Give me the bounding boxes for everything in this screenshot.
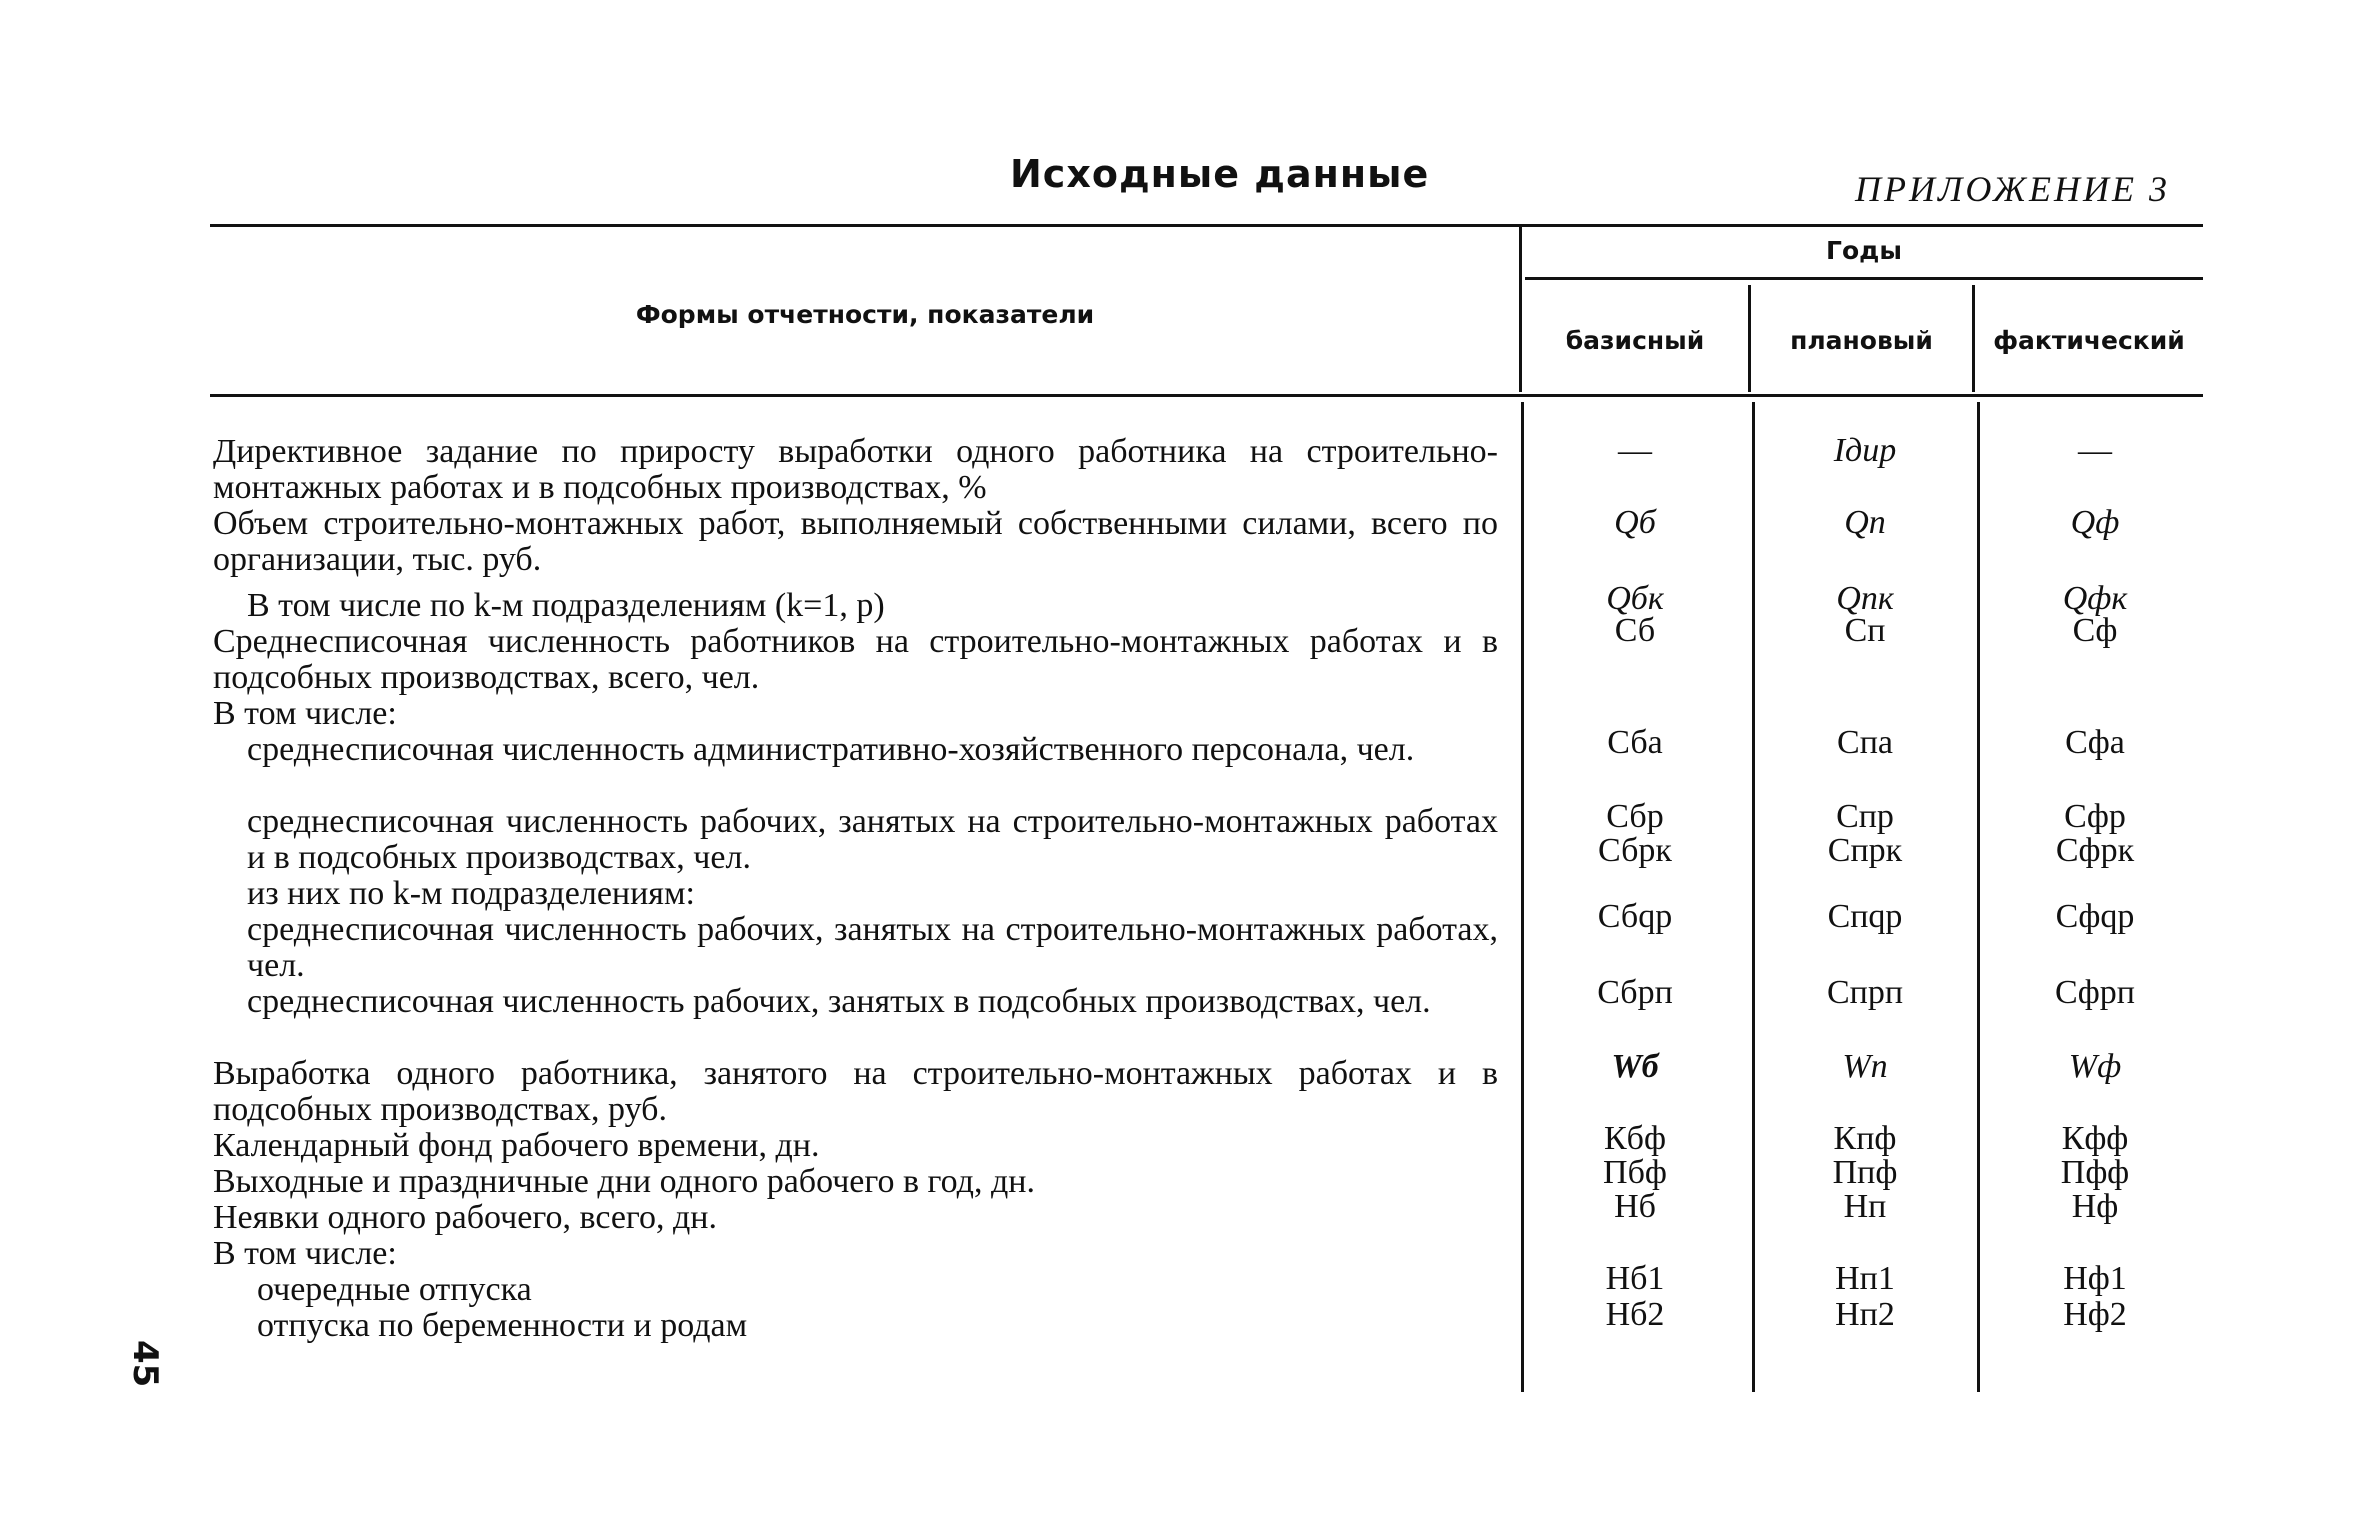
cell-plan: Iдир — [1833, 432, 1897, 469]
cell-fact: Сфр — [2064, 798, 2126, 835]
cell-base: Нб — [1614, 1188, 1656, 1225]
cell-plan: Нп — [1843, 1188, 1887, 1225]
years-rule — [1525, 277, 2203, 280]
row-label: из них по k-м подразделениям: — [247, 875, 695, 912]
table-top-rule — [210, 224, 2203, 227]
row-label: В том числе по k-м подразделениям (k=1, p) — [247, 587, 885, 624]
appendix-label: ПРИЛОЖЕНИЕ 3 — [1855, 169, 2170, 209]
cell-plan: Сп — [1844, 612, 1886, 649]
cell-base: Сбqр — [1597, 898, 1673, 935]
row-label: Выходные и праздничные дни одного рабочего в год, дн. — [213, 1163, 1035, 1200]
cell-fact: — — [2078, 432, 2112, 469]
header-bottom-rule — [210, 394, 2203, 397]
cell-base: Кбф — [1603, 1120, 1666, 1157]
column-header-years: Годы — [1826, 236, 1902, 265]
cell-plan: Нп1 — [1835, 1260, 1895, 1297]
cell-fact: Пфф — [2060, 1154, 2130, 1191]
cell-fact: Сфрп — [2055, 974, 2135, 1011]
cell-base: Qб — [1614, 504, 1656, 541]
row-label: среднесписочная численность административно-хозяйственного персонала, чел. — [247, 731, 1415, 768]
cell-plan: Спqр — [1827, 898, 1903, 935]
cell-fact: Сфа — [2065, 724, 2125, 761]
cell-plan: Qп — [1844, 504, 1886, 541]
cell-plan: Wп — [1842, 1048, 1888, 1085]
row-label: В том числе: — [213, 1235, 397, 1272]
column-header-forms: Формы отчетности, показатели — [635, 300, 1095, 329]
row-label: Директивное задание по приросту выработки одного работника на строительно-монтажных работах и в подсобных производствах, % — [213, 433, 1498, 506]
cell-fact: Сфрк — [2055, 832, 2135, 869]
cell-base: Нб1 — [1605, 1260, 1665, 1297]
row-label: очередные отпуска — [257, 1271, 532, 1308]
body-divider-3 — [1977, 402, 1980, 1392]
cell-plan: Спрк — [1827, 832, 1903, 869]
cell-base: Сбрк — [1598, 832, 1672, 869]
page-title: Исходные данные — [1010, 152, 1430, 196]
row-label: среднесписочная численность рабочих, занятых на строительно-монтажных работах, чел. — [247, 911, 1498, 984]
cell-fact: Сфqр — [2055, 898, 2135, 935]
cell-base: Нб2 — [1605, 1296, 1665, 1333]
cell-plan: Спр — [1836, 798, 1894, 835]
body-divider-2 — [1752, 402, 1755, 1392]
row-label: Неявки одного рабочего, всего, дн. — [213, 1199, 718, 1236]
cell-fact: Нф1 — [2063, 1260, 2127, 1297]
cell-fact: Кфф — [2061, 1120, 2129, 1157]
page-number: 45 — [125, 1340, 165, 1388]
body-divider-1 — [1521, 402, 1524, 1392]
cell-plan: Спрп — [1826, 974, 1904, 1011]
row-label: среднесписочная численность рабочих, занятых в подсобных производствах, чел. — [247, 983, 1431, 1020]
cell-base: Сба — [1607, 724, 1663, 761]
cell-base: Сбрп — [1597, 974, 1673, 1011]
row-label: Среднесписочная численность работников на строительно-монтажных работах и в подсобных производствах, всего, чел. — [213, 623, 1498, 696]
cell-plan: Нп2 — [1835, 1296, 1895, 1333]
row-label: отпуска по беременности и родам — [257, 1307, 748, 1344]
cell-plan: Спа — [1837, 724, 1893, 761]
cell-base: Сбр — [1606, 798, 1664, 835]
cell-fact: Сф — [2072, 612, 2118, 649]
cell-fact: Нф2 — [2063, 1296, 2127, 1333]
cell-fact: Нф — [2071, 1188, 2119, 1225]
cell-base: Сб — [1614, 612, 1656, 649]
cell-base: Wб — [1611, 1048, 1659, 1085]
row-label: Выработка одного работника, занятого на строительно-монтажных работах и в подсобных производствах, руб. — [213, 1055, 1498, 1128]
row-label: Объем строительно-монтажных работ, выполняемый собственными силами, всего по организации, тыс. руб. — [213, 505, 1498, 578]
cell-plan: Qпк — [1836, 580, 1894, 617]
cell-base: Qбк — [1606, 580, 1664, 617]
cell-base: — — [1618, 432, 1652, 469]
row-label: Календарный фонд рабочего времени, дн. — [213, 1127, 820, 1164]
row-label: В том числе: — [213, 695, 397, 732]
column-header-plan: плановый — [1790, 326, 1933, 355]
column-header-base: базисный — [1565, 326, 1705, 355]
cell-plan: Ппф — [1832, 1154, 1898, 1191]
cell-fact: Qф — [2070, 504, 2120, 541]
cell-base: Пбф — [1603, 1154, 1667, 1191]
row-label: среднесписочная численность рабочих, занятых на строительно-монтажных работах и в подсобных производствах, чел. — [247, 803, 1498, 876]
cell-fact: Wф — [2068, 1048, 2122, 1085]
column-header-fact: фактический — [1993, 326, 2185, 355]
cell-fact: Qфк — [2062, 580, 2128, 617]
cell-plan: Кпф — [1833, 1120, 1897, 1157]
